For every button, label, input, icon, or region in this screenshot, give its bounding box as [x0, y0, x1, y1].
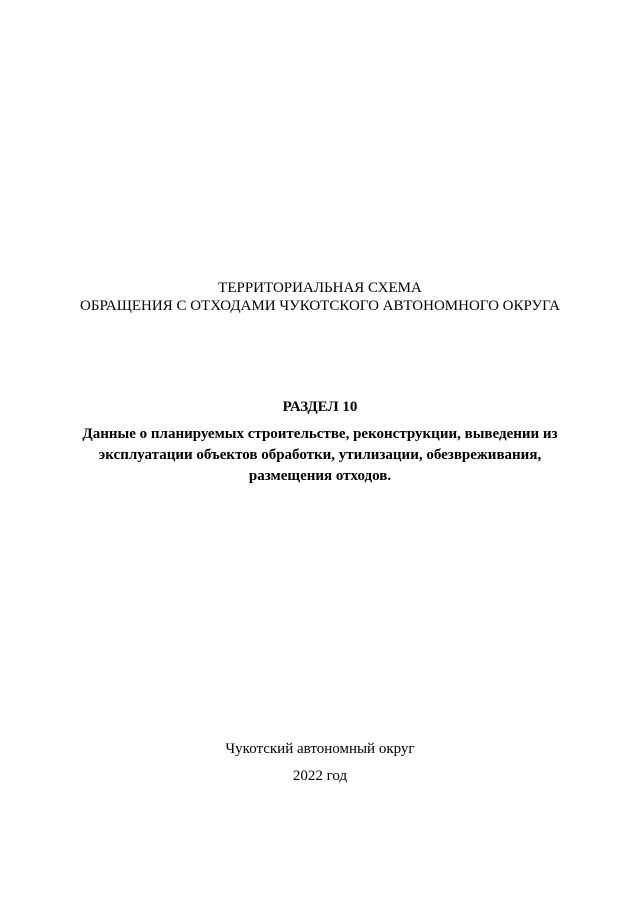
- region-name: Чукотский автономный округ: [225, 741, 415, 757]
- section-number: РАЗДЕЛ 10: [282, 399, 358, 415]
- section-title-line-1: Данные о планируемых строительстве, реконструкции, выведении из: [82, 426, 558, 442]
- title-line-2: ОБРАЩЕНИЯ С ОТХОДАМИ ЧУКОТСКОГО АВТОНОМНОГО ОКРУГА: [80, 298, 560, 314]
- document-year: 2022 год: [292, 768, 348, 784]
- section-title-line-2: эксплуатации объектов обработки, утилизации, обезвреживания,: [98, 447, 542, 463]
- title-line-1: ТЕРРИТОРИАЛЬНАЯ СХЕМА: [218, 280, 422, 296]
- section-title-line-3: размещения отходов.: [248, 468, 392, 484]
